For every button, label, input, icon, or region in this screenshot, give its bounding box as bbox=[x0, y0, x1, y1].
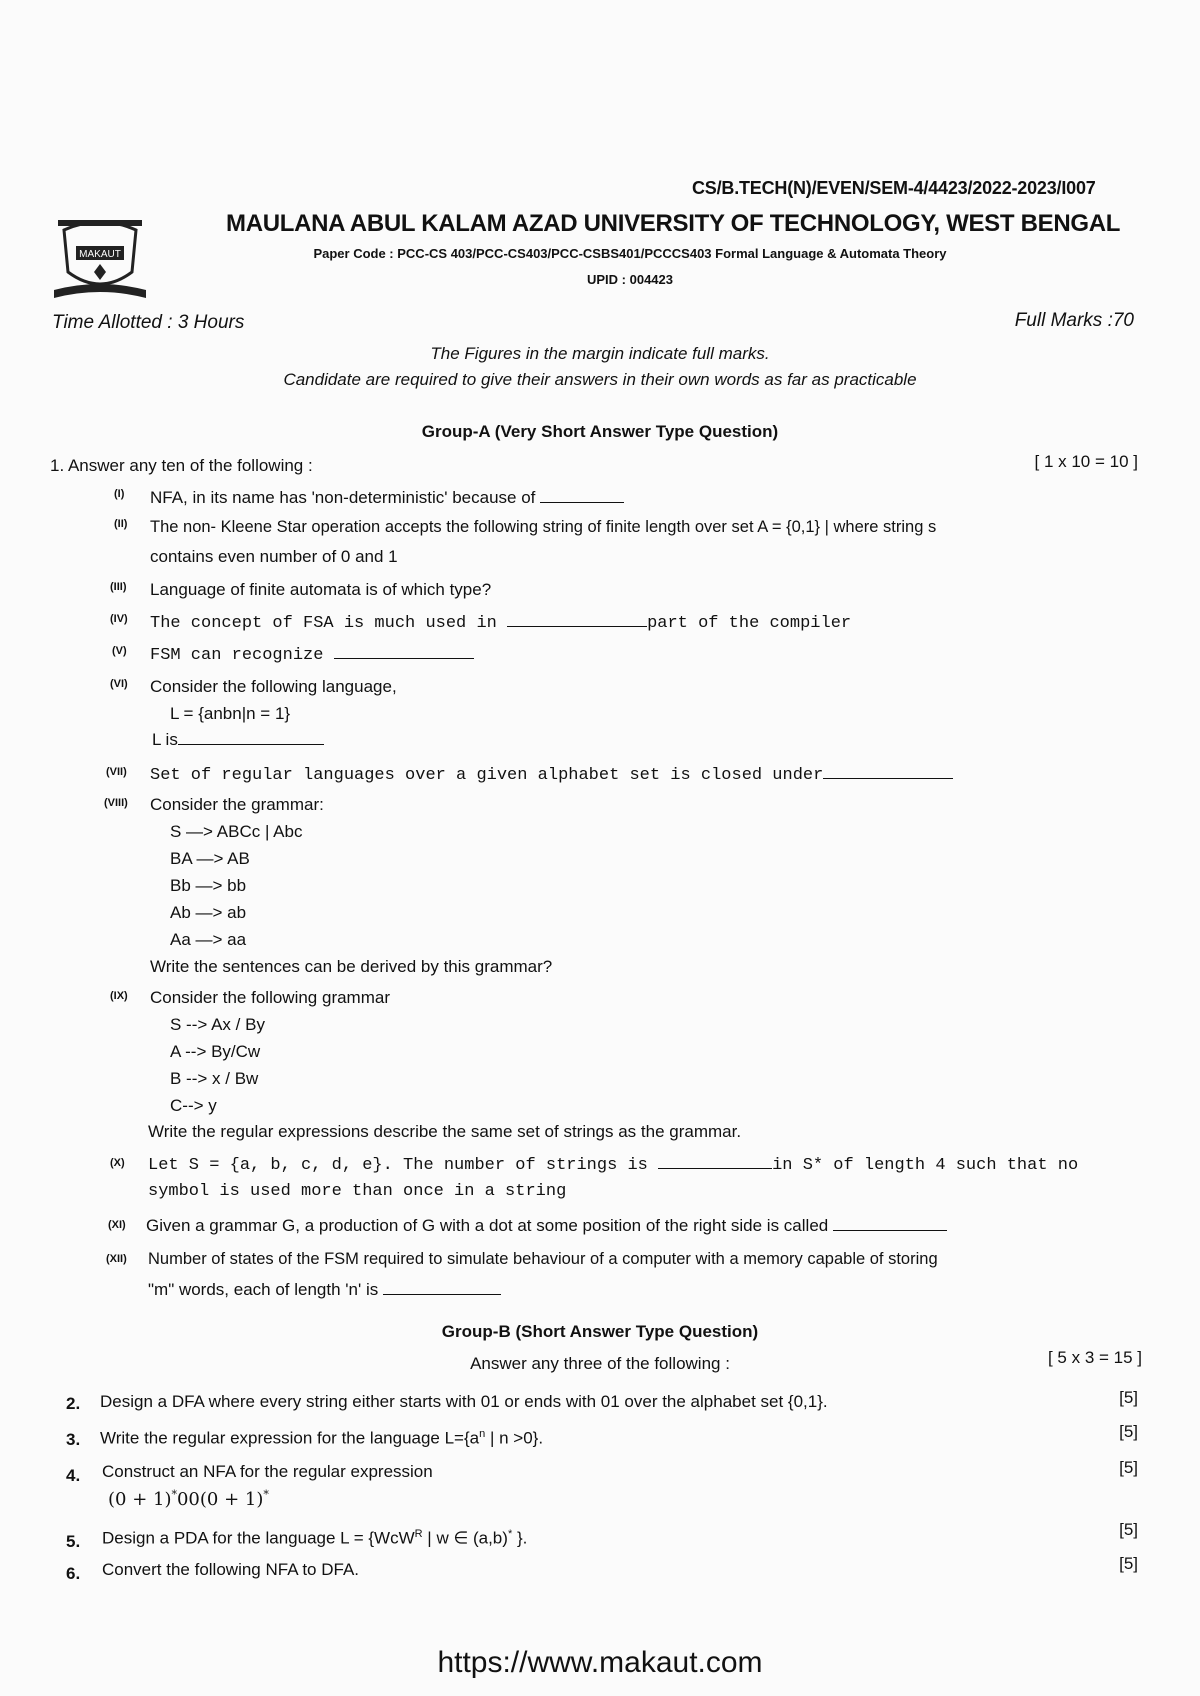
question-number: 3. bbox=[66, 1430, 81, 1449]
question-5-marks: [5] bbox=[1119, 1520, 1138, 1539]
item-number: (X) bbox=[110, 1157, 125, 1169]
instruction-margin: The Figures in the margin indicate full marks. bbox=[430, 344, 770, 363]
item-number: (IX) bbox=[110, 990, 128, 1002]
question-6: Convert the following NFA to DFA. bbox=[102, 1560, 360, 1579]
question-5: Design a PDA for the language L = {WcW$^R$ | w ∈ (a,b)* }. bbox=[102, 1528, 528, 1548]
question-number: 4. bbox=[66, 1466, 81, 1485]
item-number: (V) bbox=[112, 645, 127, 657]
item-number: (II) bbox=[114, 518, 128, 530]
svg-text:MAKAUT: MAKAUT bbox=[79, 249, 121, 260]
question-2: Design a DFA where every string either starts with 01 or ends with 01 over the alphabet set {0,1}. bbox=[100, 1392, 828, 1411]
question-1-vi-line3: L is bbox=[152, 730, 324, 750]
grammar-rule: Bb —> bb bbox=[170, 876, 247, 895]
question-number: 2. bbox=[66, 1394, 81, 1413]
group-a-title: Group-A (Very Short Answer Type Question) bbox=[421, 422, 779, 441]
question-1-viii-line1: Consider the grammar: bbox=[150, 795, 324, 814]
question-6-marks: [5] bbox=[1119, 1554, 1138, 1573]
university-logo bbox=[50, 216, 150, 304]
question-1-ii-line2: contains even number of 0 and 1 bbox=[150, 547, 398, 566]
question-1-ix-last: Write the regular expressions describe the same set of strings as the grammar. bbox=[148, 1122, 742, 1141]
grammar-rule: C--> y bbox=[170, 1096, 217, 1115]
full-marks: Full Marks :70 bbox=[1014, 310, 1134, 331]
question-3: Write the regular expression for the language $L=\{a^n$ | n >0}. bbox=[100, 1428, 544, 1448]
question-3-marks: [5] bbox=[1119, 1422, 1138, 1441]
item-number: (XII) bbox=[106, 1253, 127, 1265]
question-1-viii-last: Write the sentences can be derived by this grammar? bbox=[150, 957, 553, 976]
upid: UPID : 004423 bbox=[587, 272, 673, 287]
university-name: MAULANA ABUL KALAM AZAD UNIVERSITY OF TECHNOLOGY, WEST BENGAL bbox=[226, 210, 1121, 237]
grammar-rule: A --> By/Cw bbox=[170, 1042, 261, 1061]
grammar-rule: Ab —> ab bbox=[170, 903, 247, 922]
question-2-marks: [5] bbox=[1119, 1388, 1138, 1407]
question-4-expression: (0 + 1)*00(0 + 1)* bbox=[108, 1488, 269, 1510]
paper-code: Paper Code : PCC-CS 403/PCC-CS403/PCC-CSBS401/PCCCS403 Formal Language & Automata Theory bbox=[313, 246, 947, 261]
item-number: (I) bbox=[114, 488, 125, 500]
question-1-x-line1: Let S = {a, b, c, d, e}. The number of strings is in S* of length 4 such that no bbox=[148, 1156, 1079, 1175]
question-1-iv: The concept of FSA is much used in part of the compiler bbox=[150, 614, 852, 633]
question-1-v: FSM can recognize bbox=[150, 644, 474, 665]
item-number: (XI) bbox=[108, 1219, 126, 1231]
question-1-vi-line1: Consider the following language, bbox=[150, 677, 397, 696]
question-1-ix-line1: Consider the following grammar bbox=[150, 988, 390, 1007]
group-b-instruction: Answer any three of the following : bbox=[470, 1354, 730, 1373]
question-1-i: NFA, in its name has 'non-deterministic' because of bbox=[150, 488, 624, 508]
question-1-ii-line1: The non- Kleene Star operation accepts the following string of finite length over set A = {0,1} | where string s bbox=[150, 518, 937, 536]
grammar-rule: Aa —> aa bbox=[170, 930, 247, 949]
item-number: (IV) bbox=[110, 613, 128, 625]
group-a-marks: [ 1 x 10 = 10 ] bbox=[1034, 452, 1138, 471]
item-number: (VIII) bbox=[104, 797, 128, 809]
group-b-title: Group-B (Short Answer Type Question) bbox=[441, 1322, 759, 1341]
grammar-rule: BA —> AB bbox=[170, 849, 250, 868]
exam-code: CS/B.TECH(N)/EVEN/SEM-4/4423/2022-2023/I007 bbox=[692, 178, 1096, 198]
question-1-xi: Given a grammar G, a production of G with a dot at some position of the right side is called bbox=[146, 1216, 947, 1236]
grammar-rule: B --> x / Bw bbox=[170, 1069, 259, 1088]
question-4: Construct an NFA for the regular expression bbox=[102, 1462, 433, 1481]
question-1-xii-line1: Number of states of the FSM required to simulate behaviour of a computer with a memory capable of storing bbox=[148, 1250, 938, 1268]
question-1-x-line2: symbol is used more than once in a string bbox=[148, 1182, 567, 1201]
footer-url[interactable]: https://www.makaut.com bbox=[437, 1646, 763, 1679]
group-b-marks: [ 5 x 3 = 15 ] bbox=[1047, 1348, 1142, 1367]
question-4-marks: [5] bbox=[1119, 1458, 1138, 1477]
grammar-rule: S —> ABCc | Abc bbox=[170, 822, 303, 841]
instruction-own-words: Candidate are required to give their answers in their own words as far as practicable bbox=[283, 370, 917, 389]
question-1-instruction: 1. Answer any ten of the following : bbox=[50, 456, 313, 475]
question-1-xii-line2: "m" words, each of length 'n' is bbox=[148, 1280, 501, 1300]
question-1-vi-language: L = {anbn|n = 1} bbox=[170, 704, 291, 723]
item-number: (VI) bbox=[110, 678, 128, 690]
question-number: 5. bbox=[66, 1532, 81, 1551]
question-1-iii: Language of finite automata is of which type? bbox=[150, 580, 492, 599]
item-number: (III) bbox=[110, 581, 127, 593]
question-1-vii: Set of regular languages over a given alphabet set is closed under bbox=[150, 764, 953, 785]
time-allotted: Time Allotted : 3 Hours bbox=[52, 312, 245, 333]
item-number: (VII) bbox=[106, 766, 127, 778]
grammar-rule: S --> Ax / By bbox=[170, 1015, 265, 1034]
question-number: 6. bbox=[66, 1564, 81, 1583]
